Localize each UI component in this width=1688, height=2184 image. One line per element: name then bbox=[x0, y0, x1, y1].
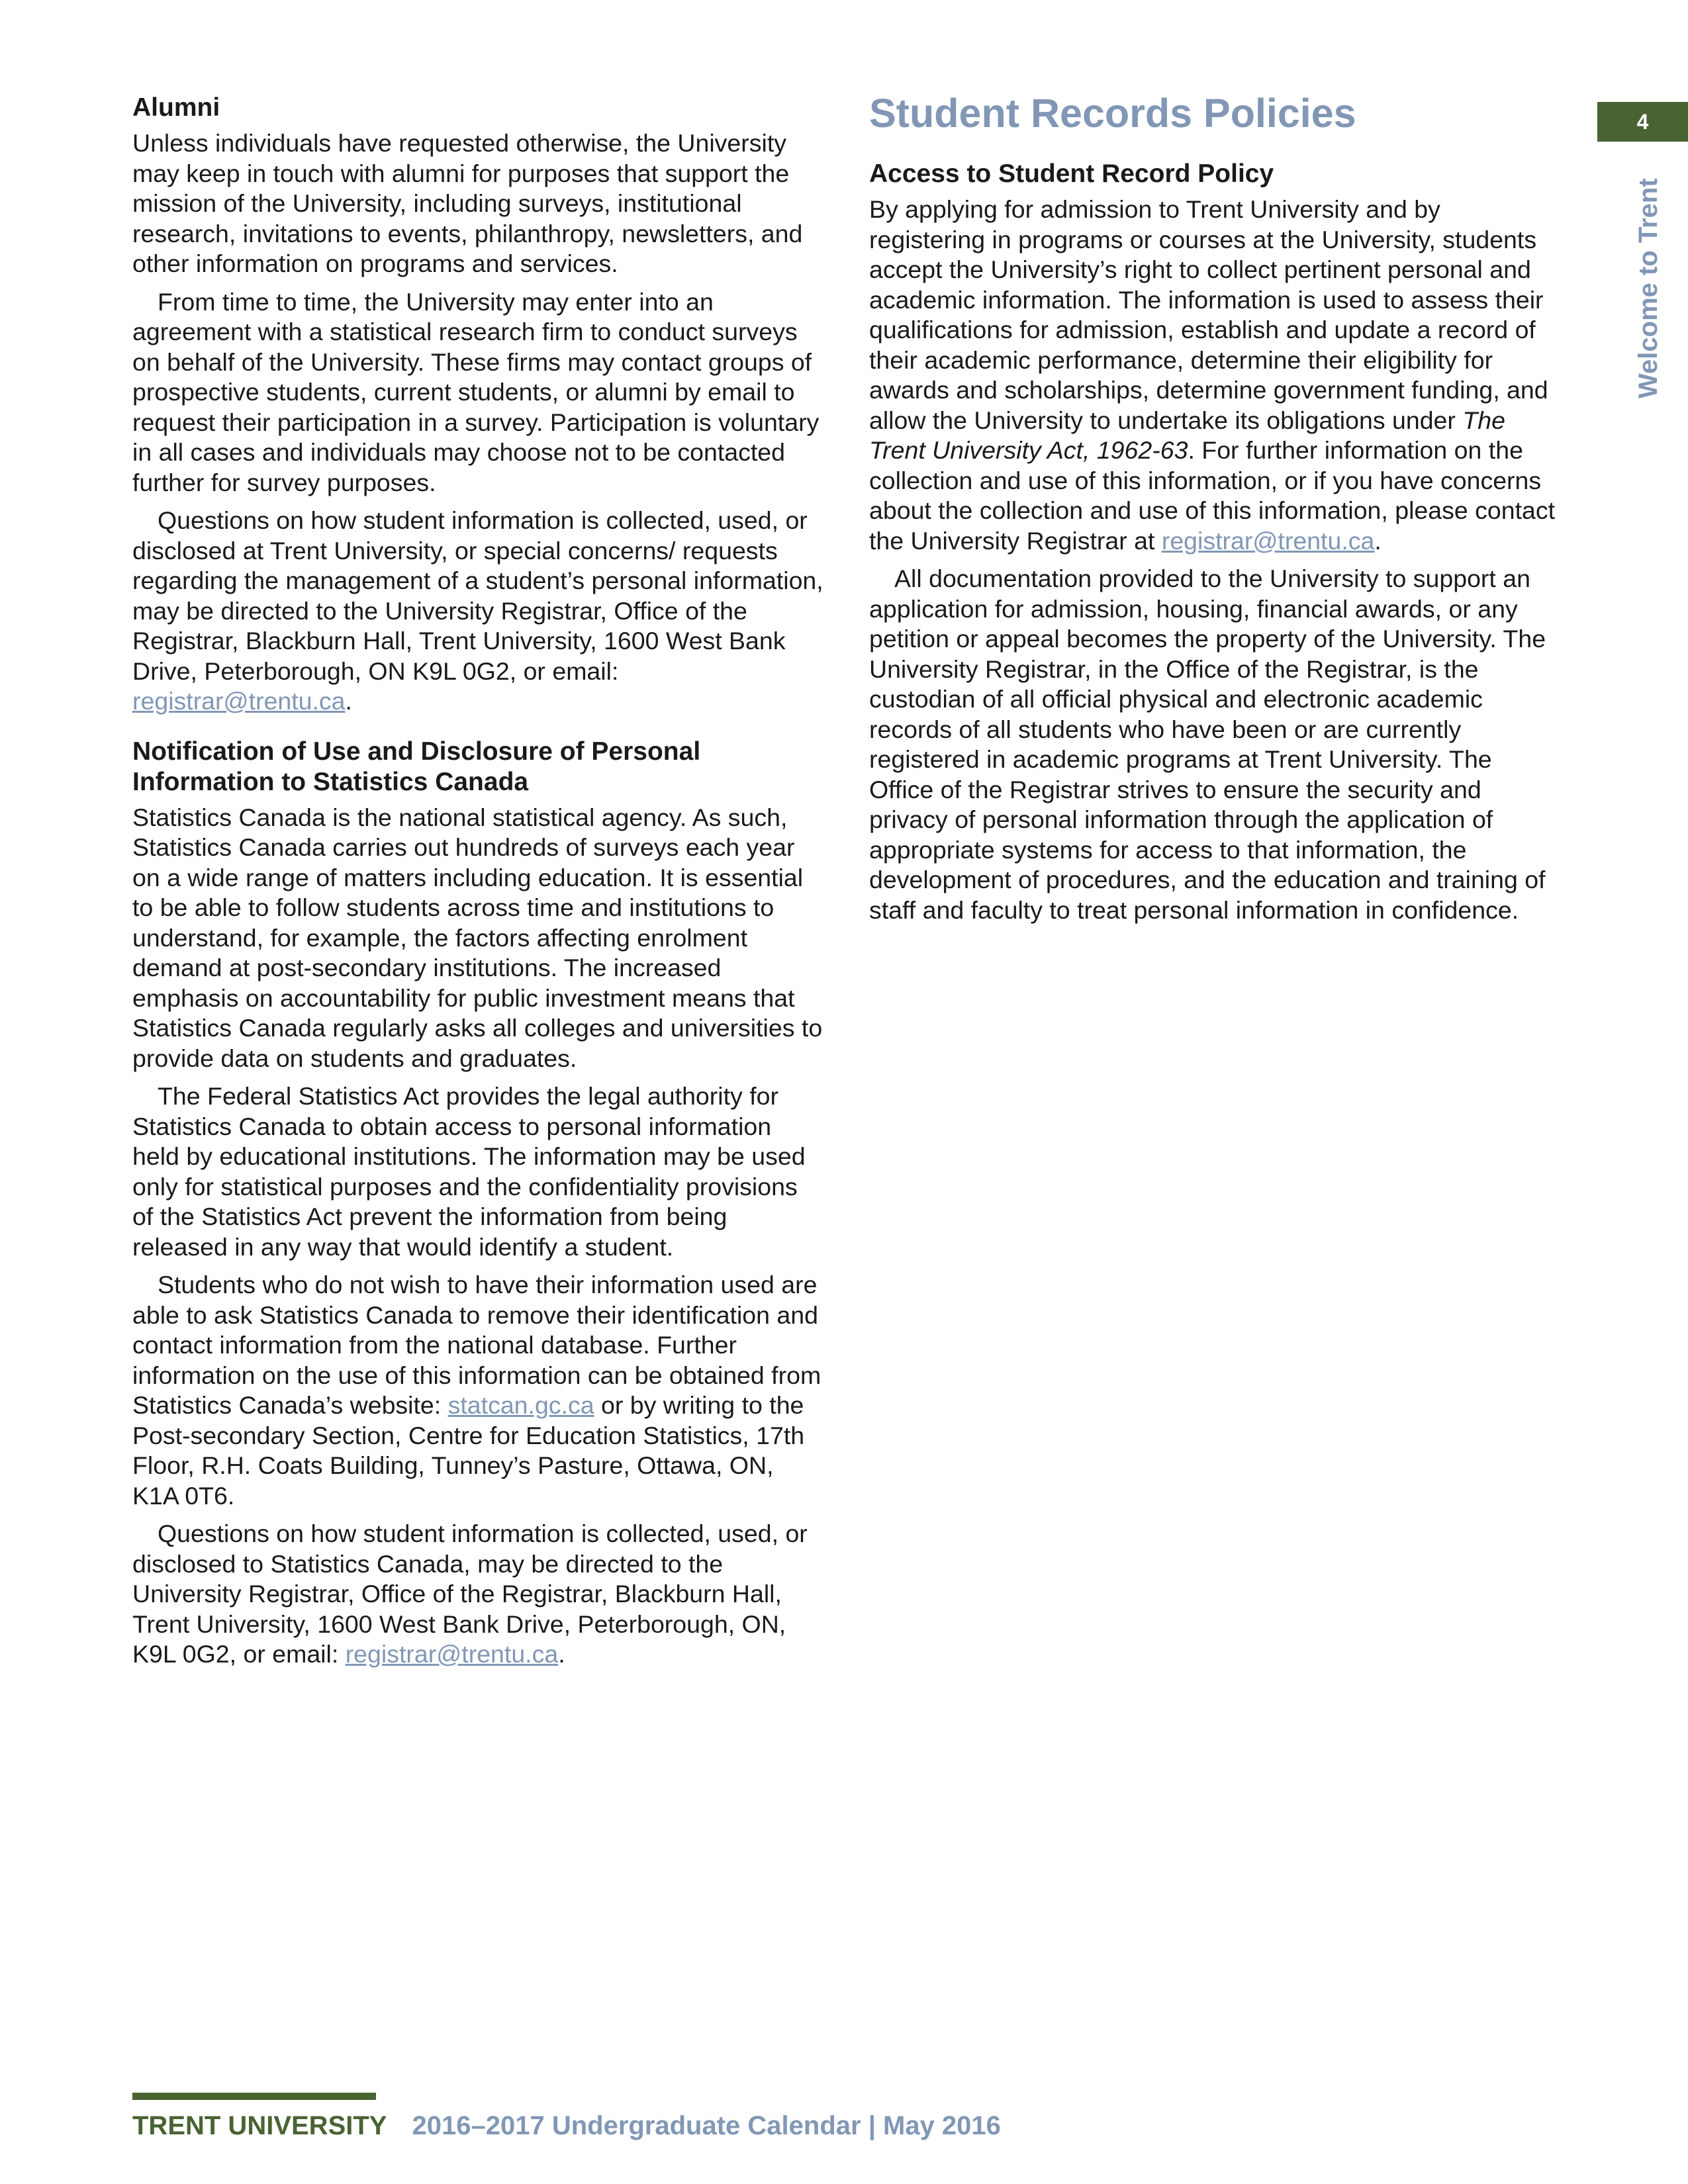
right-column bbox=[869, 93, 1561, 933]
footer-rule bbox=[132, 2093, 376, 2100]
access-paragraph-2: All documentation provided to the University to support an application for admission, housing, financial awards, or any petition or appeal becomes the property of the University. The University Registrar, in the Office of the Registrar, is the custodian of all official physical and electronic academic records of all students who have been or are currently registered in academic programs at Trent University. The Office of the Registrar strives to ensure the security and privacy of personal information through the application of appropriate systems for access to that information, the development of procedures, and the education and training of staff and faculty to treat personal information in confidence. bbox=[869, 565, 1546, 924]
registrar-email-link[interactable]: registrar@trentu.ca bbox=[1161, 526, 1375, 555]
statcan-paragraph-1: Statistics Canada is the national statistical agency. As such, Statistics Canada carries out hundreds of surveys each year on a wide range of matters including education. It is essential to be able to follow students across time and institutions to understand, for example, the factors affecting enrolment demand at post-secondary institutions. The increased emphasis on accountability for public investment means that Statistics Canada regularly asks all colleges and universities to provide data on students and graduates. bbox=[132, 803, 823, 1072]
registrar-email-link[interactable]: registrar@trentu.ca bbox=[132, 687, 346, 715]
section-tab-label: Welcome to Trent bbox=[1634, 178, 1663, 398]
punctuation: . bbox=[558, 1640, 565, 1668]
statcan-paragraph-2: The Federal Statistics Act provides the legal authority for Statistics Canada to obtain access to personal information held by educational institutions. The information may be used only for statistical purposes and the confidentiality provisions of the Statistics Act prevent the information from being released in any way that would identify a student. bbox=[132, 1082, 806, 1261]
statcan-heading: Notification of Use and Disclosure of Personal Information to Statistics Canada bbox=[132, 737, 701, 796]
statcan-paragraph-3-end: or by writing to the Post-secondary Section, Centre for Education Statistics, 17th Floor, R.H. Coats Building, Tunney’s Pasture, Ottawa, ON, K1A 0T6. bbox=[132, 1391, 805, 1510]
act-title: The Trent University Act, 1962-63 bbox=[869, 406, 1505, 464]
statcan-paragraph-4 bbox=[132, 1519, 824, 1670]
statcan-paragraph-3 bbox=[132, 1270, 824, 1511]
alumni-paragraph-1: Unless individuals have requested otherwise, the University may keep in touch with alumni for purposes that support the mission of the University, including surveys, institutional research, invitations to events, philanthropy, newsletters, and other information on programs and services. bbox=[132, 129, 803, 277]
alumni-paragraph-3 bbox=[132, 506, 824, 717]
footer bbox=[132, 2110, 1001, 2142]
access-paragraph-1-mid: . For further information on the collection and use of this information, or if you have concerns about the collection and use of this information, please contact the University Registrar at bbox=[869, 436, 1556, 555]
access-paragraph-1 bbox=[869, 195, 1561, 556]
alumni-heading: Alumni bbox=[132, 93, 220, 122]
access-paragraph-1-text: By applying for admission to Trent University and by registering in programs or courses at the University, students accept the University’s right to collect pertinent personal and academic information. The information is used to assess their qualifications for admission, establish and update a record of their academic performance, determine their eligibility for awards and scholarships, determine government funding, and allow the University to undertake its obligations under bbox=[869, 195, 1548, 434]
page-number-tab bbox=[1597, 102, 1688, 142]
page-number: 4 bbox=[1636, 109, 1649, 134]
statcan-website-link[interactable]: statcan.gc.ca bbox=[447, 1391, 594, 1419]
alumni-paragraph-2: From time to time, the University may enter into an agreement with a statistical research firm to conduct surveys on behalf of the University. These firms may contact groups of prospective students, current students, or alumni by email to request their participation in a survey. Participation is voluntary in all cases and individuals may choose not to be contacted further for survey purposes. bbox=[132, 287, 820, 496]
statcan-paragraph-4-text: Questions on how student information is collected, used, or disclosed to Statistics Canada, may be directed to the University Registrar, Office of the Registrar, Blackburn Hall, Trent University, 1600 West Bank Drive, Peterborough, ON, K9L 0G2, or email: bbox=[132, 1520, 808, 1668]
punctuation: . bbox=[345, 687, 352, 715]
footer-university: TRENT UNIVERSITY bbox=[132, 2111, 387, 2140]
registrar-email-link[interactable]: registrar@trentu.ca bbox=[345, 1640, 559, 1668]
footer-calendar: 2016–2017 Undergraduate Calendar | May 2016 bbox=[412, 2111, 1001, 2140]
section-heading: Student Records Policies bbox=[869, 91, 1356, 136]
alumni-paragraph-3-text: Questions on how student information is collected, used, or disclosed at Trent University, or special concerns/ requests regarding the management of a student’s personal information, may be directed to the University Registrar, Office of the Registrar, Blackburn Hall, Trent University, 1600 West Bank Drive, Peterborough, ON K9L 0G2, or email: bbox=[132, 506, 823, 685]
access-policy-heading: Access to Student Record Policy bbox=[869, 159, 1274, 188]
statcan-paragraph-3-text: Students who do not wish to have their information used are able to ask Statistics Canada to remove their identification and contact information from the national database. Further information on the use of this information can be obtained from Statistics Canada’s website: bbox=[132, 1271, 821, 1419]
punctuation: . bbox=[1374, 526, 1382, 555]
left-column bbox=[132, 93, 824, 1678]
